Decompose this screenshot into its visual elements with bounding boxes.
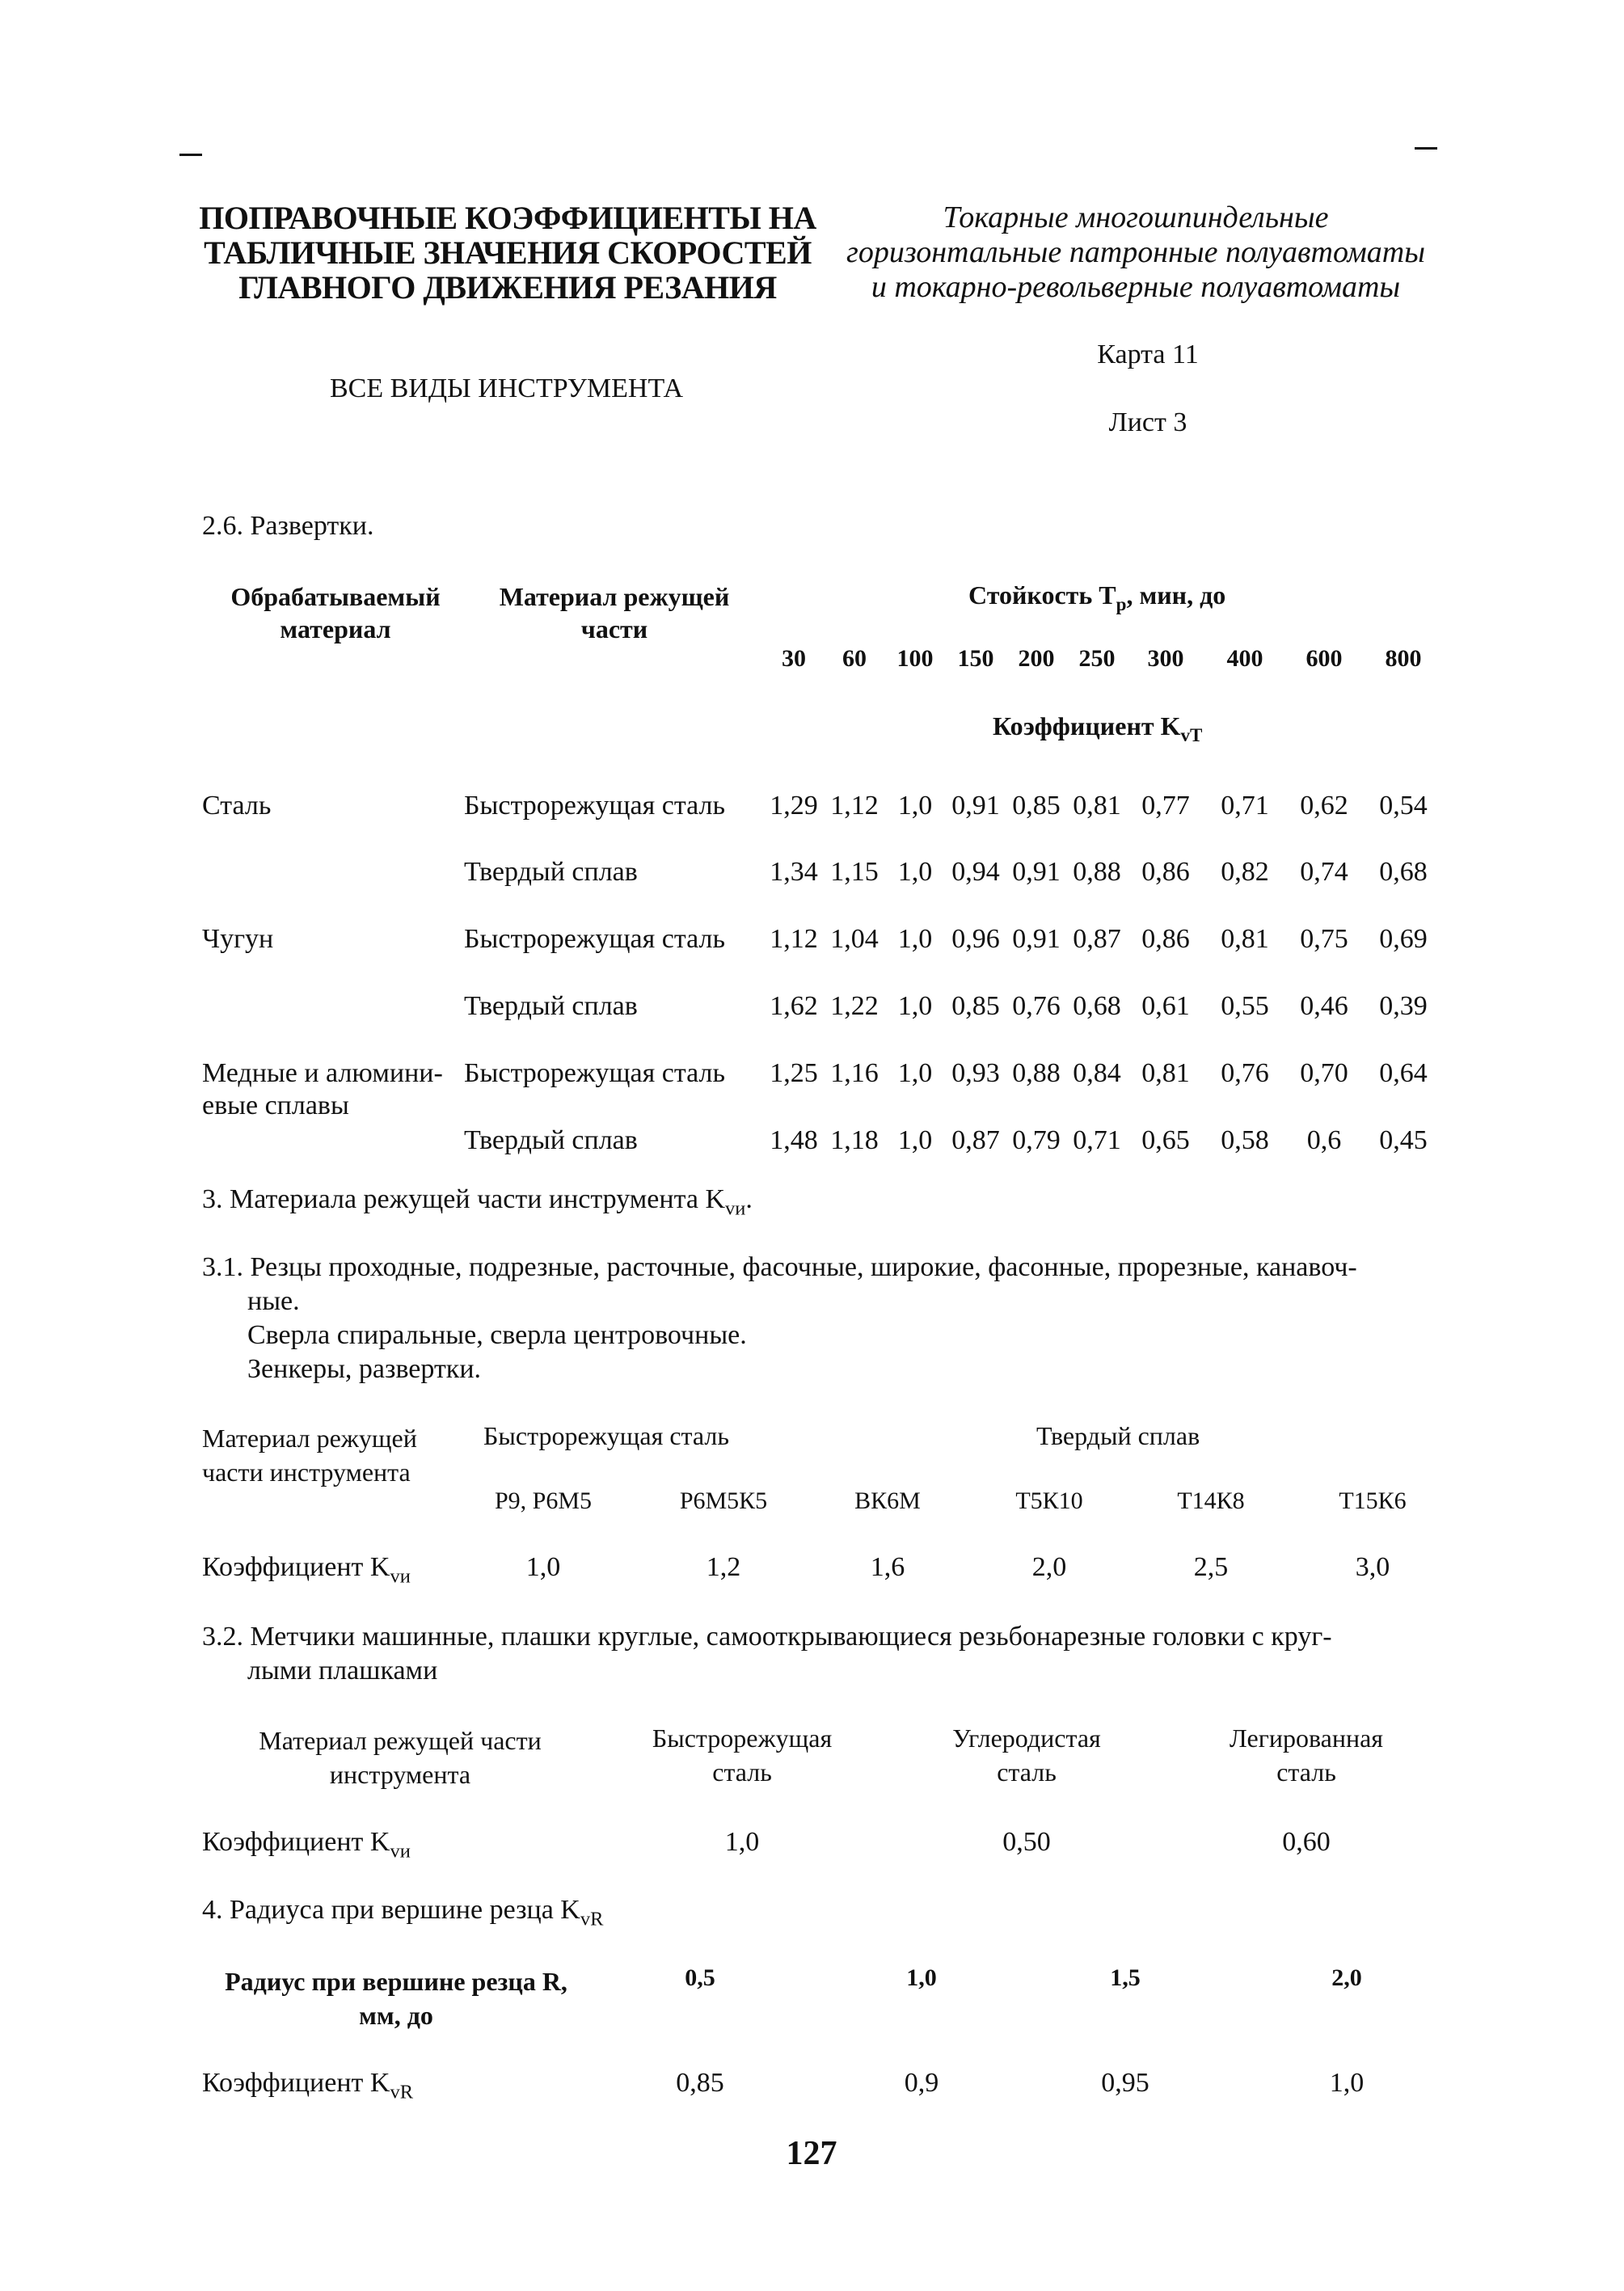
heading-subscript: vи bbox=[725, 1197, 746, 1220]
paragraph-line: 3.1. Резцы проходные, подрезные, расточные, фасочные, широкие, фасонные, прорезные, канавоч- bbox=[202, 1252, 1357, 1282]
coefficient-cell: 0,81 bbox=[1141, 1058, 1190, 1088]
coefficient-cell: 1,62 bbox=[770, 991, 818, 1021]
card-number: Карта 11 bbox=[1097, 340, 1199, 369]
header-subscript: р bbox=[1116, 593, 1127, 615]
section-3-heading bbox=[202, 1184, 753, 1220]
coefficient-cell: 0,91 bbox=[951, 791, 1000, 821]
paragraph-3-2 bbox=[202, 1620, 1455, 1688]
coefficient-cell: 0,87 bbox=[951, 1125, 1000, 1155]
coefficient-cell: 0,76 bbox=[1221, 1058, 1269, 1088]
duration-header-cell: 800 bbox=[1385, 645, 1422, 672]
title-line: ПОПРАВОЧНЫЕ КОЭФФИЦИЕНТЫ НА bbox=[199, 200, 816, 236]
coefficient-cell: 0,60 bbox=[1282, 1827, 1331, 1857]
duration-header-cell: 600 bbox=[1306, 645, 1343, 672]
table3-header-material bbox=[218, 1724, 582, 1791]
coefficient-cell: 1,04 bbox=[830, 924, 879, 954]
coefficient-cell: 0,74 bbox=[1300, 857, 1348, 887]
coefficient-cell: 0,81 bbox=[1073, 791, 1121, 821]
paragraph-3-1 bbox=[202, 1251, 1455, 1386]
column-header-cell: сталь bbox=[997, 1757, 1057, 1787]
duration-header-cell: 300 bbox=[1147, 645, 1184, 672]
table1-header-tool bbox=[477, 580, 752, 645]
all-tools-label: ВСЕ ВИДЫ ИНСТРУМЕНТА bbox=[330, 373, 684, 403]
coefficient-cell: 0,58 bbox=[1221, 1125, 1269, 1155]
column-header-cell: Легированная bbox=[1230, 1724, 1383, 1753]
coefficient-cell: 0,95 bbox=[1101, 2068, 1149, 2098]
coefficient-cell: 0,82 bbox=[1221, 857, 1269, 887]
coefficient-cell: 0,86 bbox=[1141, 924, 1190, 954]
tool-material-cell: Твердый сплав bbox=[464, 857, 638, 887]
tool-material-cell: Твердый сплав bbox=[464, 991, 638, 1021]
table3-coef-label bbox=[202, 1827, 411, 1863]
header-text: Материал режущей части bbox=[259, 1726, 542, 1755]
coefficient-cell: 0,75 bbox=[1300, 924, 1348, 954]
table2-group-hss: Быстрорежущая сталь bbox=[483, 1421, 729, 1450]
paragraph-line: Сверла спиральные, сверла центровочные. bbox=[247, 1320, 747, 1350]
material-cell: евые сплавы bbox=[202, 1091, 349, 1120]
column-header-cell: Углеродистая bbox=[952, 1724, 1101, 1753]
coefficient-cell: 1,0 bbox=[1329, 2068, 1365, 2098]
material-cell: Сталь bbox=[202, 791, 272, 821]
paragraph-line: Зенкеры, развертки. bbox=[247, 1354, 482, 1384]
subtitle-line: Токарные многошпиндельные bbox=[943, 200, 1329, 234]
document-subtitle bbox=[816, 200, 1455, 305]
coefficient-cell: 0,81 bbox=[1221, 924, 1269, 954]
coefficient-cell: 1,0 bbox=[897, 991, 933, 1021]
tool-material-cell: Быстрорежущая сталь bbox=[464, 924, 725, 954]
coefficient-cell: 1,0 bbox=[897, 1125, 933, 1155]
coefficient-cell: 0,85 bbox=[676, 2068, 724, 2098]
grade-cell: Т14К8 bbox=[1177, 1487, 1245, 1514]
coefficient-cell: 0,55 bbox=[1221, 991, 1269, 1021]
coefficient-cell: 0,69 bbox=[1379, 924, 1428, 954]
section-2-6-heading: 2.6. Развертки. bbox=[202, 511, 374, 541]
header-text: части инструмента bbox=[202, 1458, 411, 1487]
coefficient-cell: 0,77 bbox=[1141, 791, 1190, 821]
coefficient-cell: 0,84 bbox=[1073, 1058, 1121, 1088]
coefficient-cell: 0,62 bbox=[1300, 791, 1348, 821]
coefficient-cell: 1,25 bbox=[770, 1058, 818, 1088]
duration-header-cell: 100 bbox=[896, 645, 934, 672]
coefficient-cell: 0,68 bbox=[1073, 991, 1121, 1021]
header-subscript: vT bbox=[1180, 724, 1203, 746]
table1-coef-label bbox=[993, 711, 1203, 746]
header-text: , мин, до bbox=[1126, 580, 1226, 610]
coefficient-cell: 1,22 bbox=[830, 991, 879, 1021]
coefficient-cell: 1,48 bbox=[770, 1125, 818, 1155]
coefficient-cell: 0,86 bbox=[1141, 857, 1190, 887]
table2-header-material bbox=[202, 1421, 417, 1489]
label-text: Коэффициент K bbox=[202, 1552, 390, 1582]
heading-subscript: vR bbox=[580, 1908, 604, 1930]
coefficient-cell: 1,16 bbox=[830, 1058, 879, 1088]
material-cell: Чугун bbox=[202, 924, 274, 954]
coefficient-cell: 0,91 bbox=[1012, 924, 1061, 954]
table4-coef-label bbox=[202, 2068, 414, 2103]
coefficient-cell: 0,68 bbox=[1379, 857, 1428, 887]
subtitle-line: горизонтальные патронные полуавтоматы bbox=[846, 235, 1425, 269]
coefficient-cell: 0,61 bbox=[1141, 991, 1190, 1021]
coefficient-cell: 0,85 bbox=[951, 991, 1000, 1021]
grade-cell: ВК6М bbox=[854, 1487, 921, 1514]
duration-header-cell: 150 bbox=[957, 645, 994, 672]
paragraph-line: ные. bbox=[247, 1286, 300, 1316]
coefficient-cell: 0,93 bbox=[951, 1058, 1000, 1088]
title-line: ГЛАВНОГО ДВИЖЕНИЯ РЕЗАНИЯ bbox=[238, 269, 777, 306]
grade-cell: Т15К6 bbox=[1339, 1487, 1407, 1514]
duration-header-cell: 200 bbox=[1018, 645, 1055, 672]
coefficient-cell: 3,0 bbox=[1355, 1552, 1390, 1582]
coefficient-cell: 0,79 bbox=[1012, 1125, 1061, 1155]
coefficient-cell: 1,34 bbox=[770, 857, 818, 887]
coefficient-cell: 0,6 bbox=[1306, 1125, 1342, 1155]
coefficient-cell: 0,85 bbox=[1012, 791, 1061, 821]
coefficient-cell: 0,88 bbox=[1073, 857, 1121, 887]
header-text: Коэффициент K bbox=[993, 711, 1181, 740]
coefficient-cell: 0,65 bbox=[1141, 1125, 1190, 1155]
coefficient-cell: 0,50 bbox=[1002, 1827, 1051, 1857]
grade-cell: Р9, Р6М5 bbox=[494, 1487, 593, 1514]
header-text: Материал режущей bbox=[202, 1424, 417, 1453]
header-text: Радиус при вершине резца R, bbox=[225, 1967, 567, 1996]
coefficient-cell: 1,0 bbox=[897, 1058, 933, 1088]
grade-cell: Р6М5К5 bbox=[679, 1487, 768, 1514]
sheet-number: Лист 3 bbox=[1108, 407, 1187, 437]
tool-material-cell: Твердый сплав bbox=[464, 1125, 638, 1155]
coefficient-cell: 1,0 bbox=[897, 924, 933, 954]
duration-header-cell: 30 bbox=[782, 645, 806, 672]
column-header-cell: Быстрорежущая bbox=[652, 1724, 833, 1753]
coefficient-cell: 1,0 bbox=[724, 1827, 760, 1857]
subtitle-line: и токарно-револьверные полуавтоматы bbox=[871, 270, 1401, 304]
header-text: материал bbox=[280, 614, 391, 643]
coefficient-cell: 0,91 bbox=[1012, 857, 1061, 887]
coefficient-cell: 0,71 bbox=[1221, 791, 1269, 821]
duration-header-cell: 250 bbox=[1078, 645, 1116, 672]
header-text: инструмента bbox=[329, 1760, 471, 1789]
header-text: мм, до bbox=[359, 2001, 433, 2030]
coefficient-cell: 1,0 bbox=[897, 857, 933, 887]
duration-header-cell: 60 bbox=[842, 645, 867, 672]
table1-header-material bbox=[202, 580, 469, 645]
coefficient-cell: 0,54 bbox=[1379, 791, 1428, 821]
paragraph-line: 3.2. Метчики машинные, плашки круглые, самооткрывающиеся резьбонарезные головки с круг- bbox=[202, 1622, 1332, 1652]
header-text: Стойкость T bbox=[968, 580, 1116, 610]
right-dash-mark bbox=[1415, 147, 1437, 150]
document-title bbox=[192, 200, 823, 305]
grade-cell: Т5К10 bbox=[1015, 1487, 1083, 1514]
heading-text: 4. Радиуса при вершине резца K bbox=[202, 1895, 580, 1925]
coefficient-cell: 0,64 bbox=[1379, 1058, 1428, 1088]
column-header-cell: сталь bbox=[1276, 1757, 1336, 1787]
label-subscript: vи bbox=[390, 1565, 411, 1588]
label-subscript: vи bbox=[390, 1840, 411, 1863]
header-text: Обрабатываемый bbox=[230, 582, 441, 611]
coefficient-cell: 1,2 bbox=[706, 1552, 741, 1582]
label-text: Коэффициент K bbox=[202, 2068, 390, 2098]
coefficient-cell: 0,71 bbox=[1073, 1125, 1121, 1155]
radius-cell: 2,0 bbox=[1331, 1964, 1362, 1991]
paragraph-line: лыми плашками bbox=[247, 1656, 438, 1686]
table2-group-hard: Твердый сплав bbox=[1036, 1421, 1200, 1450]
coefficient-cell: 1,0 bbox=[525, 1552, 561, 1582]
heading-text: . bbox=[745, 1184, 753, 1214]
coefficient-cell: 1,15 bbox=[830, 857, 879, 887]
radius-cell: 1,5 bbox=[1110, 1964, 1141, 1991]
coefficient-cell: 1,12 bbox=[770, 924, 818, 954]
header-text: Материал режущей bbox=[499, 582, 730, 611]
label-subscript: vR bbox=[390, 2081, 414, 2103]
table1-header-durability bbox=[968, 580, 1226, 615]
coefficient-cell: 0,39 bbox=[1379, 991, 1428, 1021]
tool-material-cell: Быстрорежущая сталь bbox=[464, 791, 725, 821]
coefficient-cell: 0,87 bbox=[1073, 924, 1121, 954]
header-text: части bbox=[580, 614, 648, 643]
section-4-heading bbox=[202, 1895, 604, 1930]
coefficient-cell: 1,18 bbox=[830, 1125, 879, 1155]
coefficient-cell: 0,46 bbox=[1300, 991, 1348, 1021]
table4-header-radius bbox=[202, 1964, 590, 2032]
coefficient-cell: 1,12 bbox=[830, 791, 879, 821]
left-dash-mark bbox=[179, 154, 202, 156]
coefficient-cell: 0,94 bbox=[951, 857, 1000, 887]
coefficient-cell: 0,76 bbox=[1012, 991, 1061, 1021]
page-number: 127 bbox=[786, 2135, 837, 2172]
coefficient-cell: 1,29 bbox=[770, 791, 818, 821]
tool-material-cell: Быстрорежущая сталь bbox=[464, 1058, 725, 1088]
coefficient-cell: 0,96 bbox=[951, 924, 1000, 954]
table2-coef-label bbox=[202, 1552, 411, 1588]
coefficient-cell: 1,6 bbox=[870, 1552, 905, 1582]
label-text: Коэффициент K bbox=[202, 1827, 390, 1857]
radius-cell: 0,5 bbox=[685, 1964, 715, 1991]
coefficient-cell: 2,5 bbox=[1193, 1552, 1229, 1582]
coefficient-cell: 0,45 bbox=[1379, 1125, 1428, 1155]
coefficient-cell: 0,88 bbox=[1012, 1058, 1061, 1088]
title-line: ТАБЛИЧНЫЕ ЗНАЧЕНИЯ СКОРОСТЕЙ bbox=[204, 234, 812, 271]
heading-text: 3. Материала режущей части инструмента K bbox=[202, 1184, 725, 1214]
coefficient-cell: 0,9 bbox=[904, 2068, 939, 2098]
coefficient-cell: 2,0 bbox=[1031, 1552, 1067, 1582]
coefficient-cell: 0,70 bbox=[1300, 1058, 1348, 1088]
material-cell: Медные и алюмини- bbox=[202, 1058, 443, 1088]
column-header-cell: сталь bbox=[712, 1757, 772, 1787]
coefficient-cell: 1,0 bbox=[897, 791, 933, 821]
radius-cell: 1,0 bbox=[906, 1964, 937, 1991]
duration-header-cell: 400 bbox=[1226, 645, 1263, 672]
